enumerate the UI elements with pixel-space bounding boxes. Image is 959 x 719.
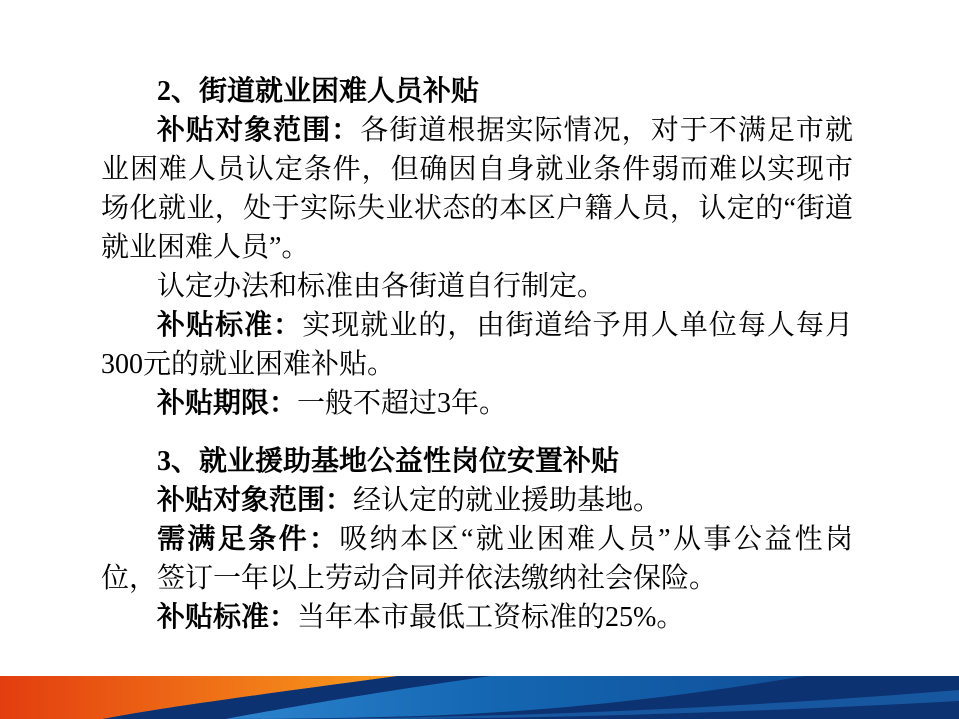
paragraph	[101, 384, 853, 423]
slide-content	[101, 72, 853, 637]
paragraph-label: 补贴对象范围：	[157, 115, 361, 146]
paragraph-label: 补贴标准：	[157, 602, 298, 633]
paragraph	[101, 481, 853, 520]
section-street-subsidy	[101, 72, 853, 423]
footer-decoration	[0, 676, 959, 719]
paragraph-text: 吸纳本区“就业困难人员”从事公益性岗位，签订一年以上劳动合同并依法缴纳社会保险。	[101, 524, 853, 594]
paragraph-text: 一般不超过3年。	[297, 388, 508, 419]
section-employment-aid-base	[101, 442, 853, 637]
paragraph	[101, 306, 853, 384]
paragraph	[101, 111, 853, 267]
paragraph-label: 补贴对象范围：	[157, 485, 354, 516]
section-heading: 2、街道就业困难人员补贴	[157, 76, 480, 107]
paragraph	[101, 267, 853, 306]
paragraph	[101, 520, 853, 598]
paragraph-text: 各街道根据实际情况，对于不满足市就业困难人员认定条件，但确因自身就业条件弱而难以实现市场化就业，处于实际失业状态的本区户籍人员，认定的“街道就业困难人员”。	[101, 115, 853, 263]
footer-wave-graphic	[0, 676, 959, 719]
paragraph-text: 实现就业的，由街道给予用人单位每人每月300元的就业困难补贴。	[101, 310, 853, 380]
paragraph-text: 认定办法和标准由各街道自行制定。	[157, 271, 606, 302]
paragraph-label: 补贴期限：	[157, 388, 298, 419]
paragraph-text: 经认定的就业援助基地。	[353, 485, 662, 516]
paragraph	[101, 598, 853, 637]
paragraph-text: 当年本市最低工资标准的25%。	[297, 602, 685, 633]
paragraph-label: 需满足条件：	[157, 524, 340, 555]
section-heading: 3、就业援助基地公益性岗位安置补贴	[157, 446, 620, 477]
paragraph-label: 补贴标准：	[157, 310, 303, 341]
